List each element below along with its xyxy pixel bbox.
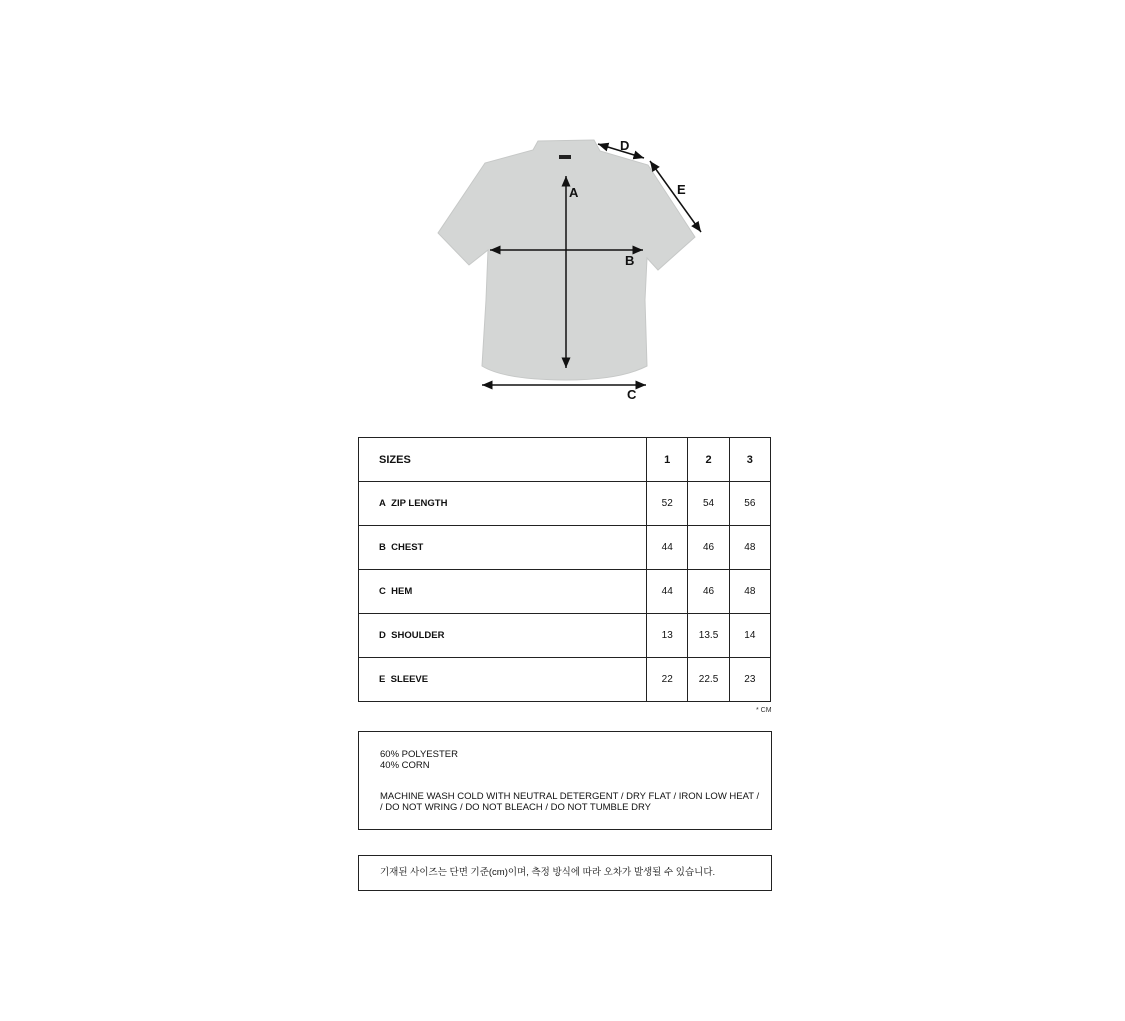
measurement-note: 기재된 사이즈는 단면 기준(cm)이며, 측정 방식에 따라 오차가 발생될 수 있습니다. [358, 855, 772, 891]
size-row-sleeve [359, 658, 771, 702]
care-instruction-line: MACHINE WASH COLD WITH NEUTRAL DETERGENT / DRY FLAT / IRON LOW HEAT / [380, 791, 760, 802]
label-e: E [677, 182, 686, 197]
size-table-header [359, 438, 771, 482]
size-2: 2 [688, 438, 729, 482]
measurement-value: 23 [729, 658, 770, 702]
composition-line: 60% POLYESTER [380, 749, 458, 760]
label-d: D [620, 138, 630, 153]
garment-measurement-diagram [0, 0, 1125, 420]
size-1: 1 [647, 438, 688, 482]
size-table [358, 437, 771, 702]
size-3: 3 [729, 438, 770, 482]
measurement-value: 44 [647, 526, 688, 570]
measurement-value: 54 [688, 482, 729, 526]
measurement-value: 48 [729, 570, 770, 614]
measurement-value: 46 [688, 526, 729, 570]
measurement-name: D SHOULDER [359, 614, 647, 658]
measurement-value: 52 [647, 482, 688, 526]
measurement-name: E SLEEVE [359, 658, 647, 702]
composition-line: 40% CORN [380, 760, 430, 771]
size-row-shoulder [359, 614, 771, 658]
unit-note: * CM [756, 707, 772, 714]
size-row-zip-length [359, 482, 771, 526]
measurement-value: 46 [688, 570, 729, 614]
measurement-value: 14 [729, 614, 770, 658]
measurement-value: 56 [729, 482, 770, 526]
measurement-value: 13.5 [688, 614, 729, 658]
measurement-name: A ZIP LENGTH [359, 482, 647, 526]
measurement-value: 13 [647, 614, 688, 658]
sizes-heading: SIZES [359, 438, 647, 482]
measurement-value: 22.5 [688, 658, 729, 702]
care-instruction-line: / DO NOT WRING / DO NOT BLEACH / DO NOT TUMBLE DRY [380, 802, 651, 813]
collar-tag [559, 155, 571, 159]
measurement-value: 44 [647, 570, 688, 614]
care-box [358, 731, 772, 830]
label-a: A [569, 185, 579, 200]
label-c: C [627, 387, 637, 402]
measurement-name: C HEM [359, 570, 647, 614]
size-row-chest [359, 526, 771, 570]
size-row-hem [359, 570, 771, 614]
measurement-value: 22 [647, 658, 688, 702]
measurement-value: 48 [729, 526, 770, 570]
measurement-name: B CHEST [359, 526, 647, 570]
label-b: B [625, 253, 635, 268]
